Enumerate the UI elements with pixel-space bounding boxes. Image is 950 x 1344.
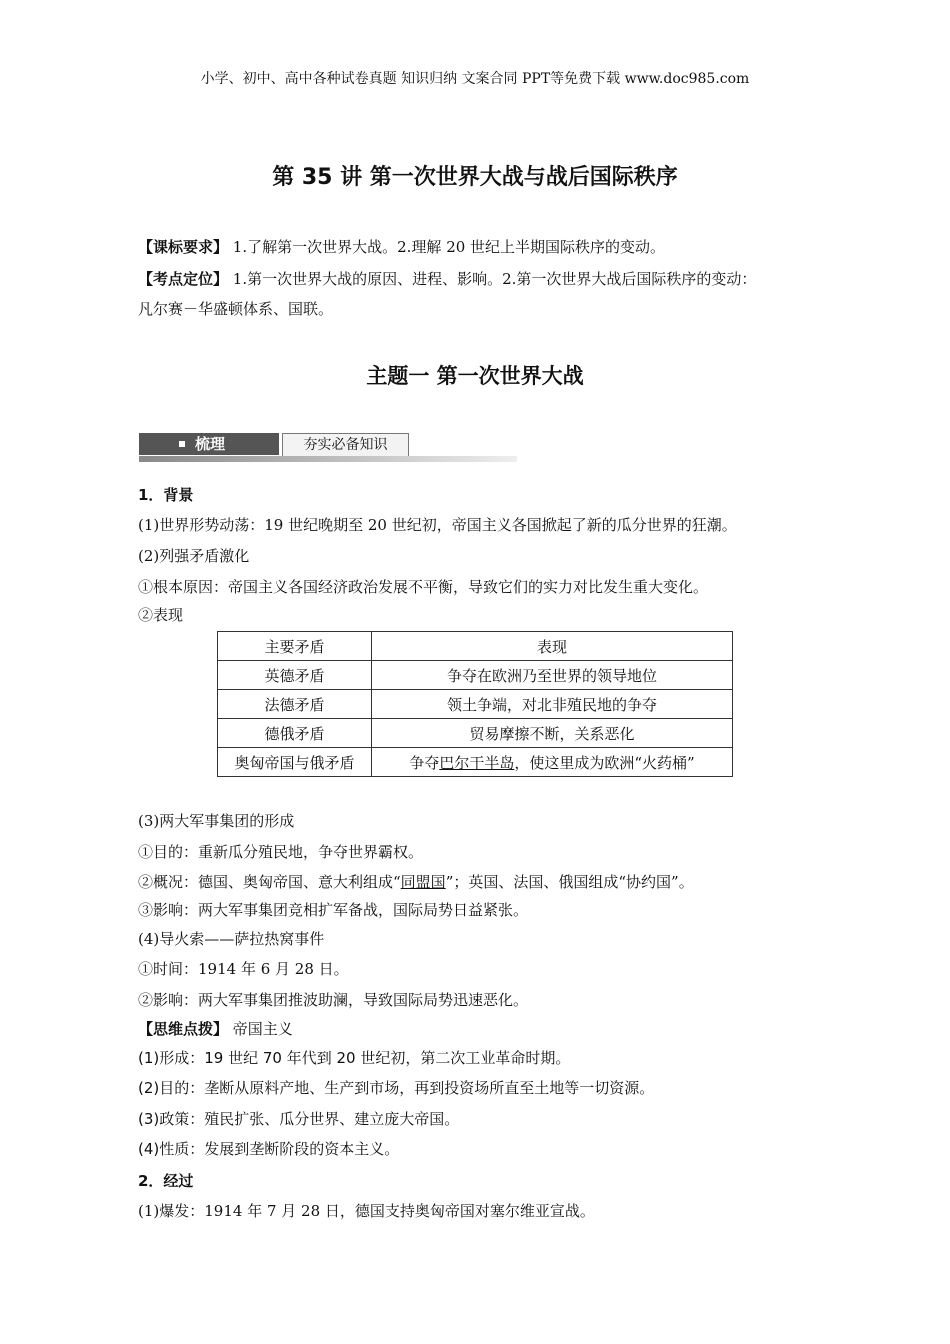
paragraph: (2)列强矛盾激化 [138, 547, 250, 565]
table-header: 主要矛盾 [218, 632, 372, 661]
text-span: ②概况：德国、奥匈帝国、意大利组成“ [138, 873, 401, 891]
table-row [218, 719, 733, 748]
banner-dark [139, 433, 279, 455]
square-icon [179, 441, 185, 447]
table-header-row [218, 632, 733, 661]
theme-title: 主题一 第一次世界大战 [366, 364, 584, 388]
banner-underline [139, 456, 517, 462]
tip-line [138, 1018, 293, 1039]
tip-item: (2)目的：垄断从原料产地、生产到市场，再到投资场所直至土地等一切资源。 [138, 1079, 655, 1097]
table-cell [372, 748, 733, 777]
position-label: 【考点定位】 [138, 270, 229, 288]
text-span: ”；英国、法国、俄国组成“协约国”。 [445, 873, 694, 891]
tip-label: 【思维点拨】 [138, 1020, 229, 1038]
cell-text: 争夺 [409, 753, 440, 772]
heading-process: 2．经过 [138, 1172, 194, 1190]
table-cell: 争夺在欧洲乃至世界的领导地位 [372, 661, 733, 690]
banner-right-label: 夯实必备知识 [282, 433, 409, 457]
paragraph: ②影响：两大军事集团推波助澜，导致国际局势迅速恶化。 [138, 991, 529, 1009]
position-text: 1.第一次世界大战的原因、进程、影响。2.第一次世界大战后国际秩序的变动： [232, 270, 757, 288]
heading-background: 1．背景 [138, 486, 194, 504]
paragraph: (4)导火索——萨拉热窝事件 [138, 930, 325, 948]
tip-topic: 帝国主义 [232, 1020, 293, 1038]
requirements-text: 1.了解第一次世界大战。2.理解 20 世纪上半期国际秩序的变动。 [232, 238, 666, 256]
table-cell: 英德矛盾 [218, 661, 372, 690]
position-line [138, 268, 756, 289]
table-header: 表现 [372, 632, 733, 661]
table-cell: 领土争端，对北非殖民地的争夺 [372, 690, 733, 719]
table-row [218, 661, 733, 690]
underlined-term: 巴尔干半岛 [439, 753, 515, 772]
banner-left-label: 梳理 [195, 435, 226, 453]
tip-item: (3)政策：殖民扩张、瓜分世界、建立庞大帝国。 [138, 1110, 460, 1128]
paragraph: ①根本原因：帝国主义各国经济政治发展不平衡，导致它们的实力对比发生重大变化。 [138, 578, 709, 596]
table-cell: 德俄矛盾 [218, 719, 372, 748]
underlined-term: 同盟国 [400, 873, 446, 891]
section-banner [139, 431, 517, 461]
paragraph [138, 871, 694, 892]
tip-item: (4)性质：发展到垄断阶段的资本主义。 [138, 1140, 400, 1158]
position-line-2: 凡尔赛－华盛顿体系、国联。 [138, 300, 334, 318]
table-cell: 法德矛盾 [218, 690, 372, 719]
paragraph: (1)爆发：1914 年 7 月 28 日，德国支持奥匈帝国对塞尔维亚宣战。 [138, 1202, 595, 1220]
requirements-label: 【课标要求】 [138, 238, 229, 256]
paragraph: ①时间：1914 年 6 月 28 日。 [138, 960, 349, 978]
paragraph: (3)两大军事集团的形成 [138, 812, 295, 830]
tip-item: (1)形成：19 世纪 70 年代到 20 世纪初，第二次工业革命时期。 [138, 1049, 571, 1067]
table-cell: 奥匈帝国与俄矛盾 [218, 748, 372, 777]
cell-text: ，使这里成为欧洲“火药桶” [514, 753, 695, 772]
requirements-line [138, 236, 665, 257]
page-header: 小学、初中、高中各种试卷真题 知识归纳 文案合同 PPT等免费下载 www.doc985.com [200, 71, 750, 87]
paragraph: (1)世界形势动荡：19 世纪晚期至 20 世纪初，帝国主义各国掀起了新的瓜分世界的狂潮。 [138, 516, 737, 534]
paragraph: ③影响：两大军事集团竞相扩军备战，国际局势日益紧张。 [138, 901, 529, 919]
paragraph: ①目的：重新瓜分殖民地，争夺世界霸权。 [138, 843, 424, 861]
contradictions-table [217, 631, 733, 777]
paragraph: ②表现 [138, 606, 184, 624]
lesson-title: 第 35 讲 第一次世界大战与战后国际秩序 [272, 165, 678, 190]
table-row [218, 690, 733, 719]
table-cell: 贸易摩擦不断，关系恶化 [372, 719, 733, 748]
table-row [218, 748, 733, 777]
